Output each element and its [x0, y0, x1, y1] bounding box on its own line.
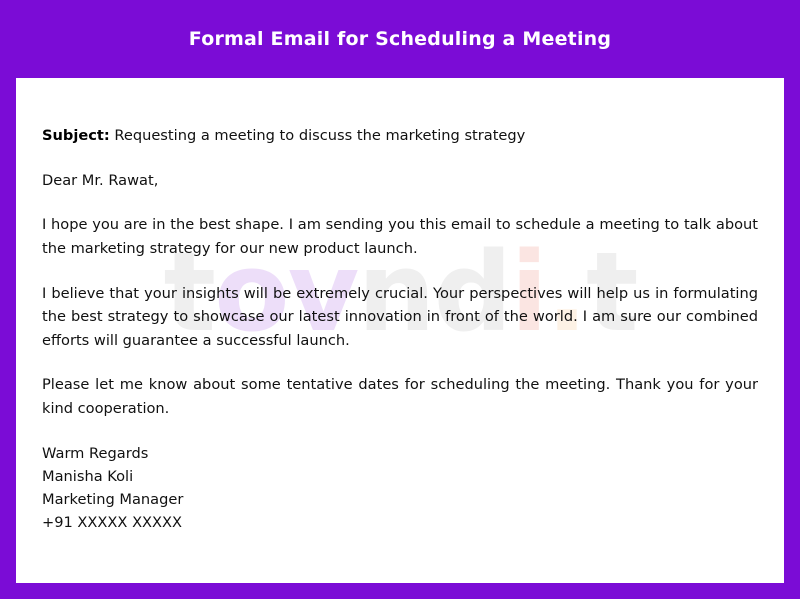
watermark-letter: n: [357, 228, 434, 356]
document-header: [0, 0, 800, 78]
signature-designation: Marketing Manager: [42, 490, 184, 508]
paragraph-1: I hope you are in the best shape. I am sending you this email to schedule a meeting to talk about the marketing strategy for our new product launch.: [42, 216, 758, 257]
paragraph-3: Please let me know about some tentative dates for scheduling the meeting. Thank you for your kind cooperation.: [42, 376, 758, 418]
paragraph-2: I believe that your insights will be extremely crucial. Your perspectives will help us in formulating the best strategy to showcase our latest innovation in front of the world. I am sure our combined efforts will guarantee a successful launch.: [42, 284, 758, 349]
subject-label: Subject:: [42, 127, 110, 144]
email-body: [16, 78, 784, 534]
email-sheet: [16, 78, 784, 583]
signature-block: [42, 442, 758, 534]
watermark-letter: o: [214, 228, 288, 356]
watermark-letter: d: [433, 228, 511, 356]
watermark-letter: v: [287, 228, 358, 356]
subject-text: Requesting a meeting to discuss the marketing strategy: [109, 127, 526, 144]
watermark-letter: i: [510, 228, 547, 356]
page-title: Formal Email for Scheduling a Meeting: [188, 28, 612, 50]
subject-line: [42, 124, 758, 148]
signature-name: Manisha Koli: [42, 467, 134, 485]
watermark-letter: t: [585, 228, 637, 356]
signature-phone: +91 XXXXX XXXXX: [42, 513, 183, 531]
salutation: Dear Mr. Rawat,: [42, 171, 159, 189]
signature-closing: Warm Regards: [42, 444, 149, 462]
watermark-letter: .: [546, 228, 586, 356]
watermark-letter: t: [163, 228, 215, 356]
